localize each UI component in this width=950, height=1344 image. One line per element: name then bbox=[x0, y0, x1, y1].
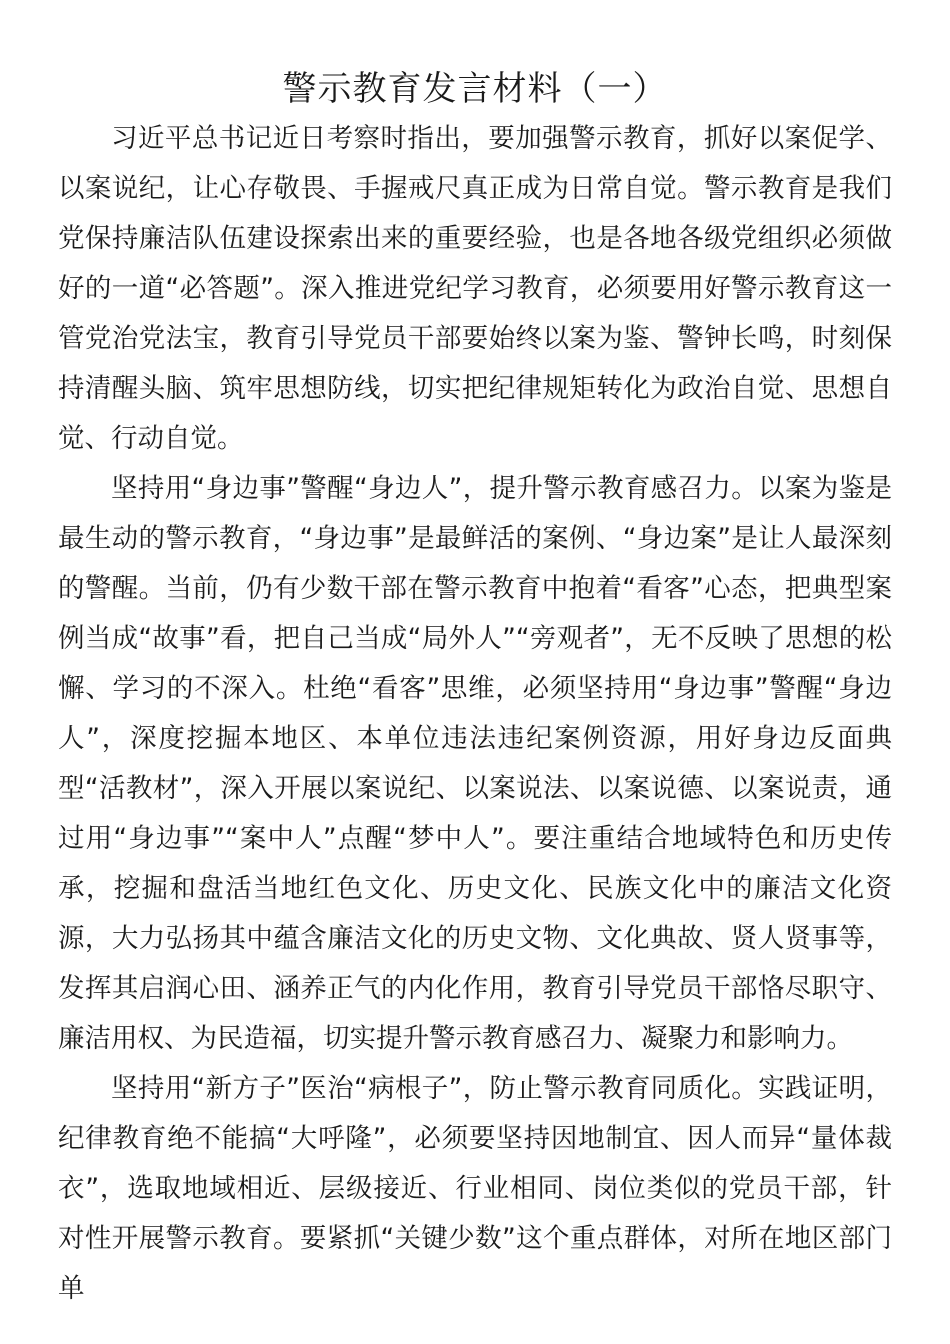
paragraph-point-one: 坚持用“身边事”警醒“身边人”，提升警示教育感召力。以案为鉴是最生动的警示教育，“身边事”是最鲜活的案例、“身边案”是让人最深刻的警醒。当前，仍有少数干部在警示教育中抱着“看客”心态，把典型案例当成“故事”看，把自己当成“局外人”“旁观者”，无不反映了思想的松懈、学习的不深入。杜绝“看客”思维，必须坚持用“身边事”警醒“身边人”，深度挖掘本地区、本单位违法违纪案例资源，用好身边反面典型“活教材”，深入开展以案说纪、以案说法、以案说德、以案说责，通过用“身边事”“案中人”点醒“梦中人”。要注重结合地域特色和历史传承，挖掘和盘活当地红色文化、历史文化、民族文化中的廉洁文化资源，大力弘扬其中蕴含廉洁文化的历史文物、文化典故、贤人贤事等，发挥其启润心田、涵养正气的内化作用，教育引导党员干部恪尽职守、廉洁用权、为民造福，切实提升警示教育感召力、凝聚力和影响力。 bbox=[58, 473, 892, 1054]
document-title: 警示教育发言材料（一） bbox=[282, 69, 668, 109]
paragraph-intro: 习近平总书记近日考察时指出，要加强警示教育，抓好以案促学、以案说纪，让心存敬畏、手握戒尺真正成为日常自觉。警示教育是我们党保持廉洁队伍建设探索出来的重要经验，也是各地各级党组织必须做好的一道“必答题”。深入推进党纪学习教育，必须要用好警示教育这一管党治党法宝，教育引导党员干部要始终以案为鉴、警钟长鸣，时刻保持清醒头脑、筑牢思想防线，切实把纪律规矩转化为政治自觉、思想自觉、行动自觉。 bbox=[58, 123, 892, 454]
paragraph-point-two: 坚持用“新方子”医治“病根子”，防止警示教育同质化。实践证明，纪律教育绝不能搞“大呼隆”，必须要坚持因地制宜、因人而异“量体裁衣”，选取地域相近、层级接近、行业相同、岗位类似的党员干部，针对性开展警示教育。要紧抓“关键少数”这个重点群体，对所在地区部门单 bbox=[58, 1073, 892, 1304]
